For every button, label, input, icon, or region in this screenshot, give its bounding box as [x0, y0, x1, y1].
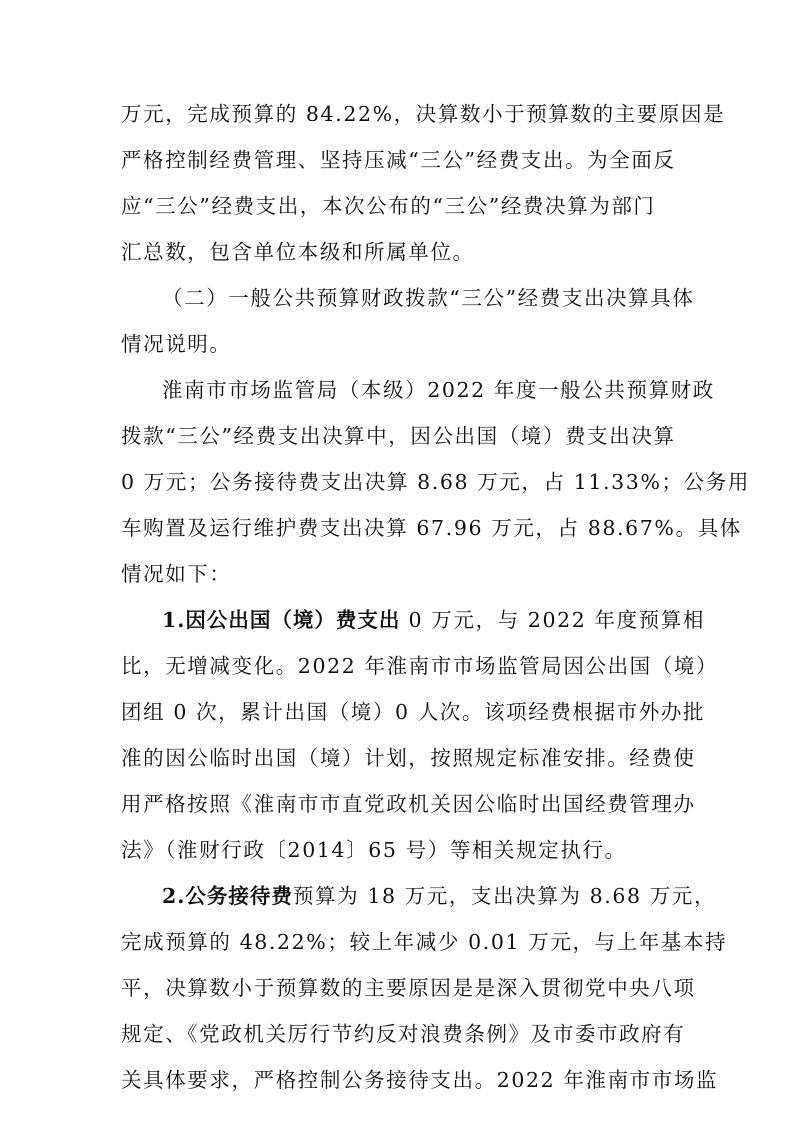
paragraph-line: 用严格按照《淮南市市直党政机关因公临时出国经费管理办 [121, 792, 696, 816]
paragraph-line: 关具体要求，严格控制公务接待支出。2022 年淮南市市场监 [121, 1068, 719, 1092]
paragraph-line: 比，无增减变化。2022 年淮南市市场监管局因公出国（境） [121, 654, 719, 678]
paragraph-line: 拨款“三公”经费支出决算中，因公出国（境）费支出决算 [121, 424, 676, 448]
paragraph-line: 情况说明。 [121, 332, 232, 356]
paragraph-line: 严格控制经费管理、坚持压减“三公”经费支出。为全面反 [121, 148, 676, 172]
paragraph-line: 完成预算的 48.22%；较上年减少 0.01 万元，与上年基本持 [121, 930, 728, 954]
paragraph-line: 0 万元；公务接待费支出决算 8.68 万元，占 11.33%；公务用 [121, 470, 750, 494]
item-heading-bold: 1.因公出国（境）费支出 [162, 608, 401, 632]
section-heading: （二）一般公共预算财政拨款“三公”经费支出决算具体 [162, 286, 695, 310]
paragraph-line: 汇总数，包含单位本级和所属单位。 [121, 240, 475, 264]
paragraph-line: 准的因公临时出国（境）计划，按照规定标准安排。经费使 [121, 746, 696, 770]
paragraph-line: 万元，完成预算的 84.22%，决算数小于预算数的主要原因是 [121, 102, 726, 126]
item-line [162, 604, 705, 636]
paragraph-line: 平，决算数小于预算数的主要原因是是深入贯彻党中央八项 [121, 976, 696, 1000]
item-text: 预算为 18 万元，支出决算为 8.68 万元， [292, 884, 717, 908]
paragraph-line: 规定、《党政机关厉行节约反对浪费条例》及市委市政府有 [121, 1022, 686, 1046]
item-heading-bold: 2.公务接待费 [162, 884, 293, 908]
paragraph-line: 团组 0 次，累计出国（境）0 人次。该项经费根据市外办批 [121, 700, 706, 724]
item-line [162, 880, 717, 912]
paragraph-line: 情况如下： [121, 562, 232, 586]
paragraph-line: 应“三公”经费支出，本次公布的“三公”经费决算为部门 [121, 194, 656, 218]
item-text: 0 万元，与 2022 年度预算相 [400, 608, 705, 632]
paragraph-line: 淮南市市场监管局（本级）2022 年度一般公共预算财政 [162, 378, 715, 402]
paragraph-line: 车购置及运行维护费支出决算 67.96 万元，占 88.67%。具体 [121, 516, 742, 540]
paragraph-line: 法》（淮财行政〔2014〕65 号）等相关规定执行。 [121, 838, 627, 862]
